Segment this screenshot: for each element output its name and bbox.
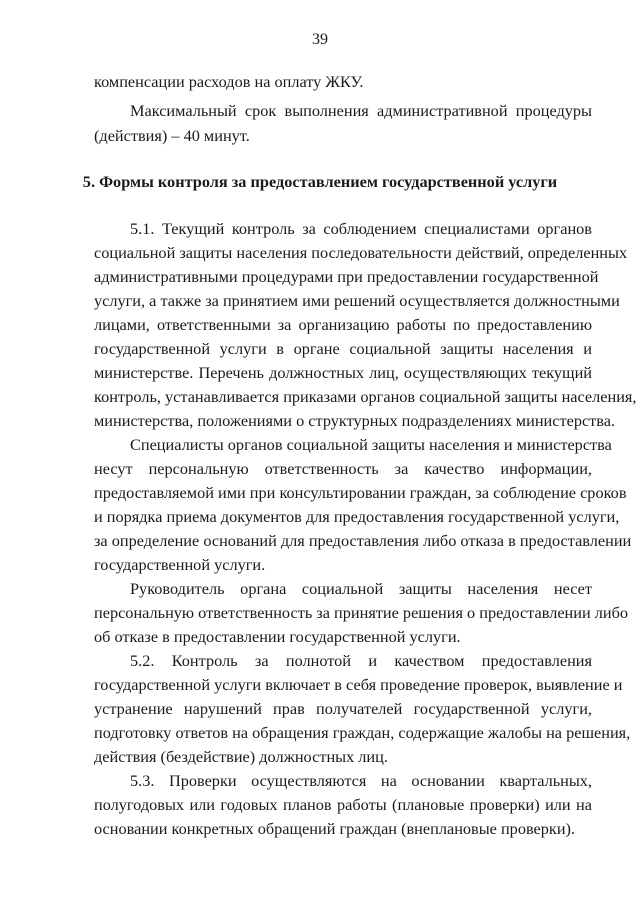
text-line: устранение нарушений прав получателей государственной услуги, [94, 699, 592, 718]
text-line: об отказе в предоставлении государственной услуги. [94, 627, 461, 646]
text-line: Руководитель органа социальной защиты населения несет [130, 579, 592, 598]
text-line: 5.1. Текущий контроль за соблюдением специалистами органов [130, 219, 592, 238]
text-line: Специалисты органов социальной защиты населения и министерства [130, 435, 612, 454]
text-line: 5.2. Контроль за полнотой и качеством предоставления [130, 651, 592, 670]
text-line: и порядка приема документов для предоставления государственной услуги, [94, 507, 620, 526]
text-line: основании конкретных обращений граждан (внеплановые проверки). [94, 819, 576, 838]
text-line: персональную ответственность за принятие решения о предоставлении либо [94, 603, 629, 622]
text-line: министерстве. Перечень должностных лиц, осуществляющих текущий [94, 363, 592, 382]
text-line: государственной услуги в органе социальной защиты населения и [94, 339, 592, 358]
text-line: услуги, а также за принятием ими решений осуществляется должностными [94, 291, 620, 310]
text-line: действия (бездействие) должностных лиц. [94, 747, 388, 766]
text-line: несут персональную ответственность за качество информации, [94, 459, 592, 478]
text-line: подготовку ответов на обращения граждан, содержащие жалобы на решения, [94, 723, 631, 742]
text-line: предоставляемой ими при консультировании граждан, за соблюдение сроков [94, 483, 627, 502]
text-line: социальной защиты населения последовательности действий, определенных [94, 243, 628, 262]
text-line: 5.3. Проверки осуществляются на основании квартальных, [130, 771, 592, 790]
text-line: государственной услуги. [94, 555, 266, 574]
text-line: Максимальный срок выполнения административной процедуры [130, 101, 592, 120]
text-line: государственной услуги включает в себя проведение проверок, выявление и [94, 675, 623, 694]
text-line: административными процедурами при предоставлении государственной [94, 267, 599, 286]
page-number: 39 [312, 31, 328, 48]
text-line: за определение оснований для предоставления либо отказа в предоставлении [94, 531, 632, 550]
text-line: контроль, устанавливается приказами органов социальной защиты населения, [94, 387, 637, 406]
text-line: полугодовых или годовых планов работы (плановые проверки) или на [94, 795, 592, 814]
text-line: лицами, ответственными за организацию работы по предоставлению [94, 315, 592, 334]
text-line: (действия) – 40 минут. [94, 126, 250, 145]
section-heading: 5. Формы контроля за предоставлением государственной услуги [82, 172, 558, 191]
text-line: министерства, положениями о структурных подразделениях министерства. [94, 411, 616, 430]
text-line: компенсации расходов на оплату ЖКУ. [94, 72, 364, 91]
